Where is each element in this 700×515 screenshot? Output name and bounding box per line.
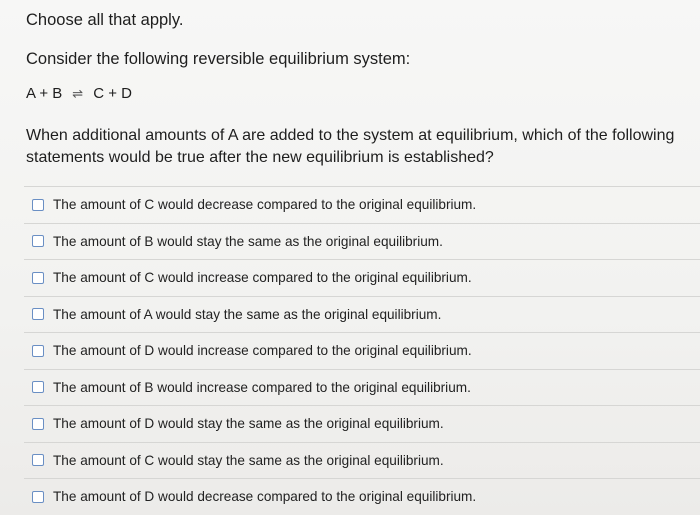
- equilibrium-arrow-icon: ⇌: [72, 85, 84, 101]
- answer-choice[interactable]: [24, 405, 700, 442]
- answer-choice-label: The amount of D would decrease compared to the original equilibrium.: [53, 489, 477, 505]
- answer-choice-label: The amount of C would stay the same as the original equilibrium.: [53, 452, 444, 468]
- answer-choice[interactable]: [24, 332, 700, 369]
- answer-choice-label: The amount of A would stay the same as the original equilibrium.: [53, 306, 442, 322]
- checkbox-icon[interactable]: [32, 199, 44, 211]
- checkbox-icon[interactable]: [32, 381, 44, 393]
- checkbox-icon[interactable]: [32, 454, 44, 466]
- answer-choice[interactable]: [24, 223, 700, 260]
- checkbox-icon[interactable]: [32, 491, 44, 503]
- answer-choice-label: The amount of B would increase compared to the original equilibrium.: [53, 379, 471, 395]
- answer-choice-label: The amount of D would increase compared to the original equilibrium.: [53, 343, 472, 359]
- instruction-text: Choose all that apply.: [26, 11, 184, 29]
- answer-choice[interactable]: [24, 186, 700, 223]
- answer-choice[interactable]: [24, 369, 700, 406]
- answer-choice[interactable]: [24, 259, 700, 296]
- checkbox-icon[interactable]: [32, 345, 44, 357]
- checkbox-icon[interactable]: [32, 418, 44, 430]
- answer-choice-label: The amount of B would stay the same as the original equilibrium.: [53, 233, 443, 249]
- answer-choice-label: The amount of D would stay the same as the original equilibrium.: [53, 416, 444, 432]
- answer-choice[interactable]: [24, 478, 700, 515]
- checkbox-icon[interactable]: [32, 308, 44, 320]
- checkbox-icon[interactable]: [32, 235, 44, 247]
- question-text: When additional amounts of A are added to the system at equilibrium, which of the following statements would be true after the new equilibrium is established?: [26, 127, 675, 166]
- answer-choices: [24, 186, 700, 515]
- checkbox-icon[interactable]: [32, 272, 44, 284]
- equation-products: C + D: [93, 85, 132, 102]
- prompt-text: Consider the following reversible equilibrium system:: [26, 50, 411, 68]
- equilibrium-equation: [26, 85, 132, 102]
- answer-choice-label: The amount of C would decrease compared to the original equilibrium.: [53, 197, 477, 213]
- equation-reactants: A + B: [26, 85, 63, 102]
- answer-choice-label: The amount of C would increase compared to the original equilibrium.: [53, 270, 472, 286]
- answer-choice[interactable]: [24, 296, 700, 333]
- answer-choice[interactable]: [24, 442, 700, 479]
